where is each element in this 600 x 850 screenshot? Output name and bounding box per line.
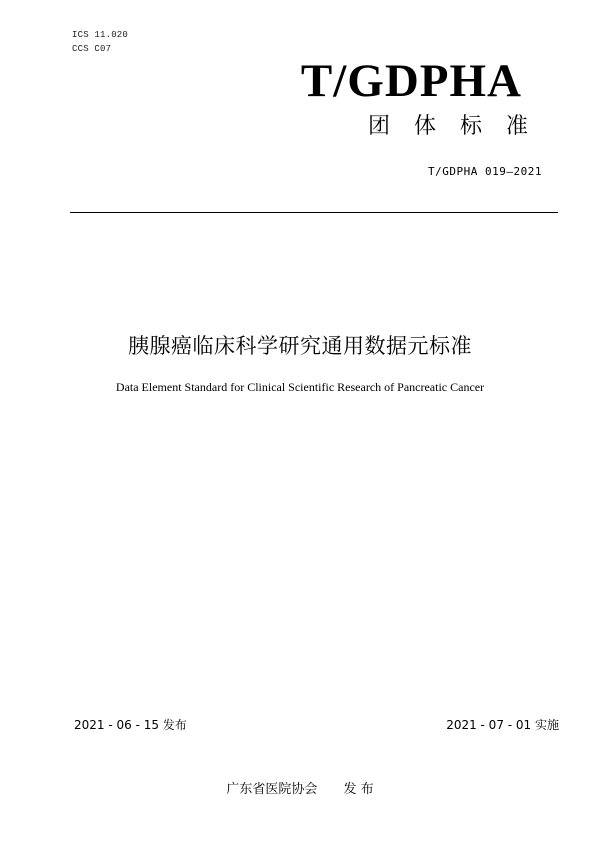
- publisher-line: [0, 778, 600, 797]
- document-title-chinese: 胰腺癌临床科学研究通用数据元标准: [128, 334, 472, 358]
- issue-date: 2021 - 06 - 15 发布: [74, 718, 187, 732]
- standard-number: T/GDPHA 019—2021: [428, 165, 542, 178]
- header-divider: [70, 212, 558, 213]
- publisher-organization: 广东省医院协会: [226, 782, 318, 797]
- document-title-english: Data Element Standard for Clinical Scientific Research of Pancreatic Cancer: [115, 380, 485, 394]
- ics-code: ICS 11.020: [72, 30, 129, 40]
- publisher-action: 发 布: [343, 782, 374, 797]
- implementation-date: 2021 - 07 - 01 实施: [446, 718, 559, 732]
- ccs-code: CCS C07: [72, 44, 112, 54]
- organization-code-logo: T/GDPHA: [300, 55, 522, 107]
- standard-type: 团体标准: [367, 114, 552, 139]
